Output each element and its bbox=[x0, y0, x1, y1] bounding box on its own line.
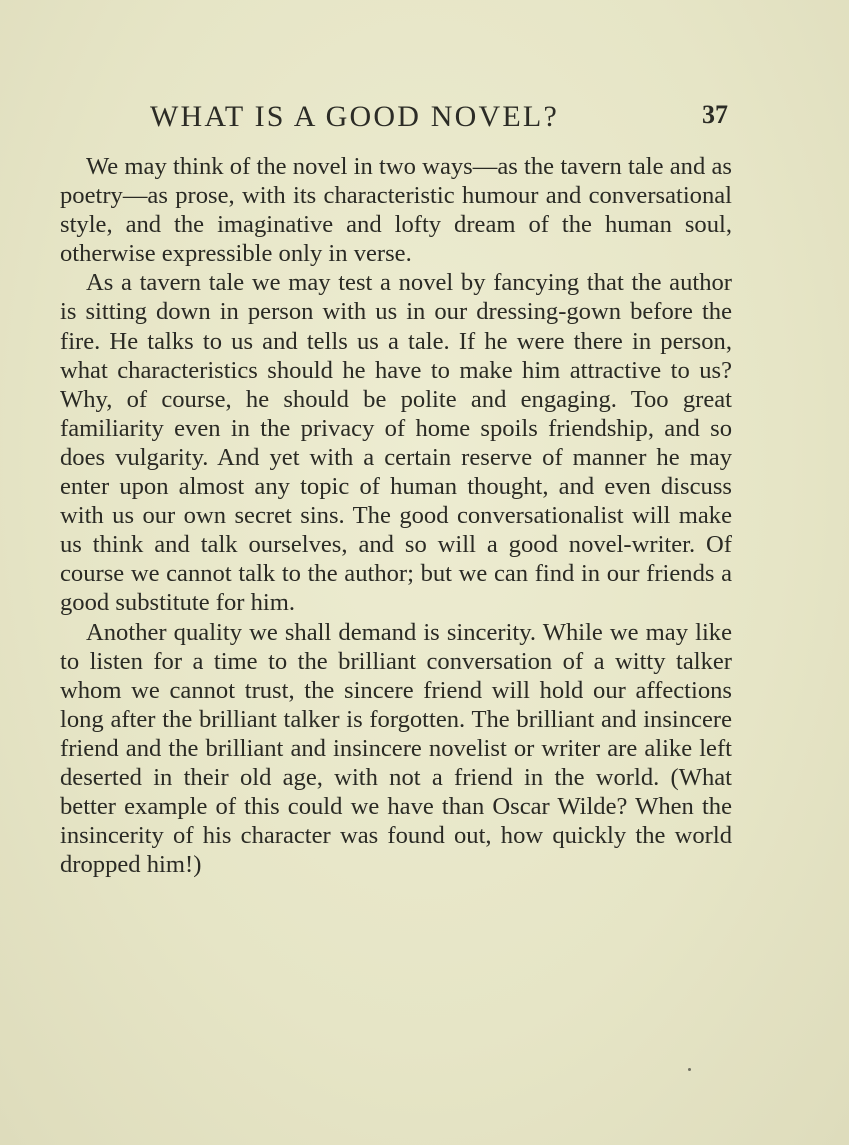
paper-speck bbox=[688, 1068, 691, 1071]
page-header bbox=[60, 100, 732, 136]
body-text bbox=[60, 152, 732, 879]
paragraph-1: We may think of the novel in two ways—as the tavern tale and as poetry—as prose, with its characteristic humour and conversational style, and the imaginative and lofty dream of the human soul, otherwise expressible only in verse. bbox=[60, 153, 732, 268]
paragraph-3: Another quality we shall demand is sincerity. While we may like to listen for a time to the brilliant conversation of a witty talker whom we cannot trust, the sincere friend will hold our affections long after the brilliant talker is forgotten. The brilliant and insincere friend and the brilliant and insincere novelist or writer are alike left deserted in their old age, with not a friend in the world. (What better example of this could we have than Oscar Wilde? When the insincerity of his character was found out, how quickly the world dropped him!) bbox=[60, 618, 732, 879]
running-title: WHAT IS A GOOD NOVEL? bbox=[150, 100, 559, 133]
paragraph-2: As a tavern tale we may test a novel by fancying that the author is sitting down in person with us in our dressing-gown before the fire. He talks to us and tells us a tale. If he were there in person, what characteristics should he have to make him attractive to us? Why, of course, he should be polite and engaging. Too great familiarity even in the privacy of home spoils friendship, and so does vulgarity. And yet with a certain reserve of manner he may enter upon almost any topic of human thought, and even discuss with us our own secret sins. The good conversationalist will make us think and talk ourselves, and so will a good novel-writer. Of course we cannot talk to the author; but we can find in our friends a good substitute for him. bbox=[60, 269, 732, 617]
page-number: 37 bbox=[702, 100, 728, 129]
